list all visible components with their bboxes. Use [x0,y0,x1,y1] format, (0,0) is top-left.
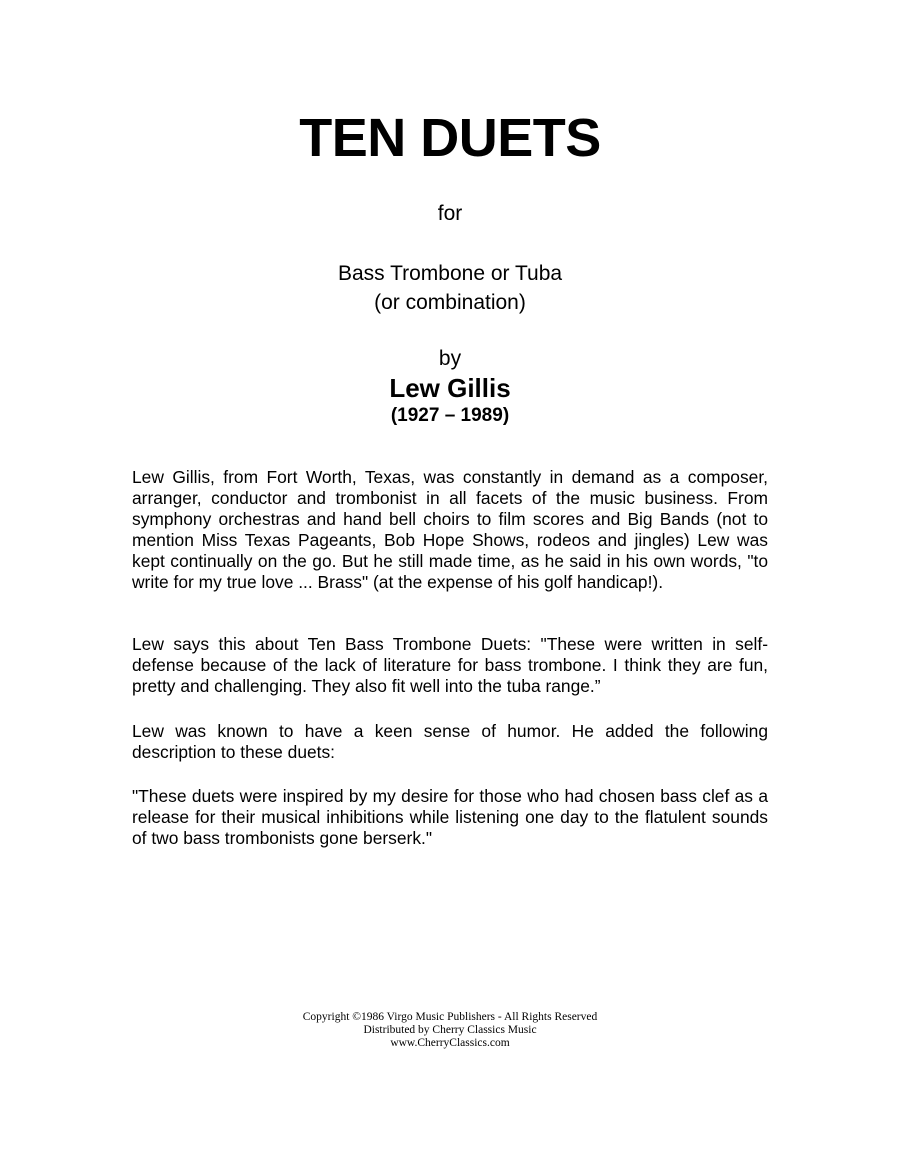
bio-paragraph: Lew Gillis, from Fort Worth, Texas, was constantly in demand as a composer, arranger, conductor and trombonist in all facets of the music business. From symphony orchestras and hand bell choirs to film scores and Big Bands (not to mention Miss Texas Pageants, Bob Hope Shows, rodeos and jingles) Lew was kept continually on the go. But he still made time, as he said in his own words, "to write for my true love ... Brass" (at the expense of his golf handicap!). [132,467,768,592]
for-text: for [437,202,463,225]
instrumentation-line-1: Bass Trombone or Tuba [337,262,563,285]
copyright-footer [0,1011,900,1050]
description-quote-paragraph: "These duets were inspired by my desire for those who had chosen bass clef as a release for their musical inhibitions while listening one day to the flatulent sounds of two bass trombonists gone berserk." [132,786,768,848]
distributor-line: Distributed by Cherry Classics Music [363,1024,537,1036]
composer-years: (1927 – 1989) [390,405,510,426]
by-text: by [438,347,462,370]
website-link[interactable]: www.CherryClassics.com [390,1037,510,1049]
instrumentation-line-2: (or combination) [374,291,526,314]
page-title: TEN DUETS [299,108,601,168]
humor-intro-paragraph: Lew was known to have a keen sense of humor. He added the following description to these duets: [132,721,768,762]
composer-quote-paragraph: Lew says this about Ten Bass Trombone Duets: "These were written in self-defense because of the lack of literature for bass trombone. I think they are fun, pretty and challenging. They also fit well into the tuba range.” [132,634,768,696]
composer-name: Lew Gillis [389,373,511,403]
copyright-line: Copyright ©1986 Virgo Music Publishers - All Rights Reserved [302,1011,598,1023]
instrumentation [0,259,900,317]
